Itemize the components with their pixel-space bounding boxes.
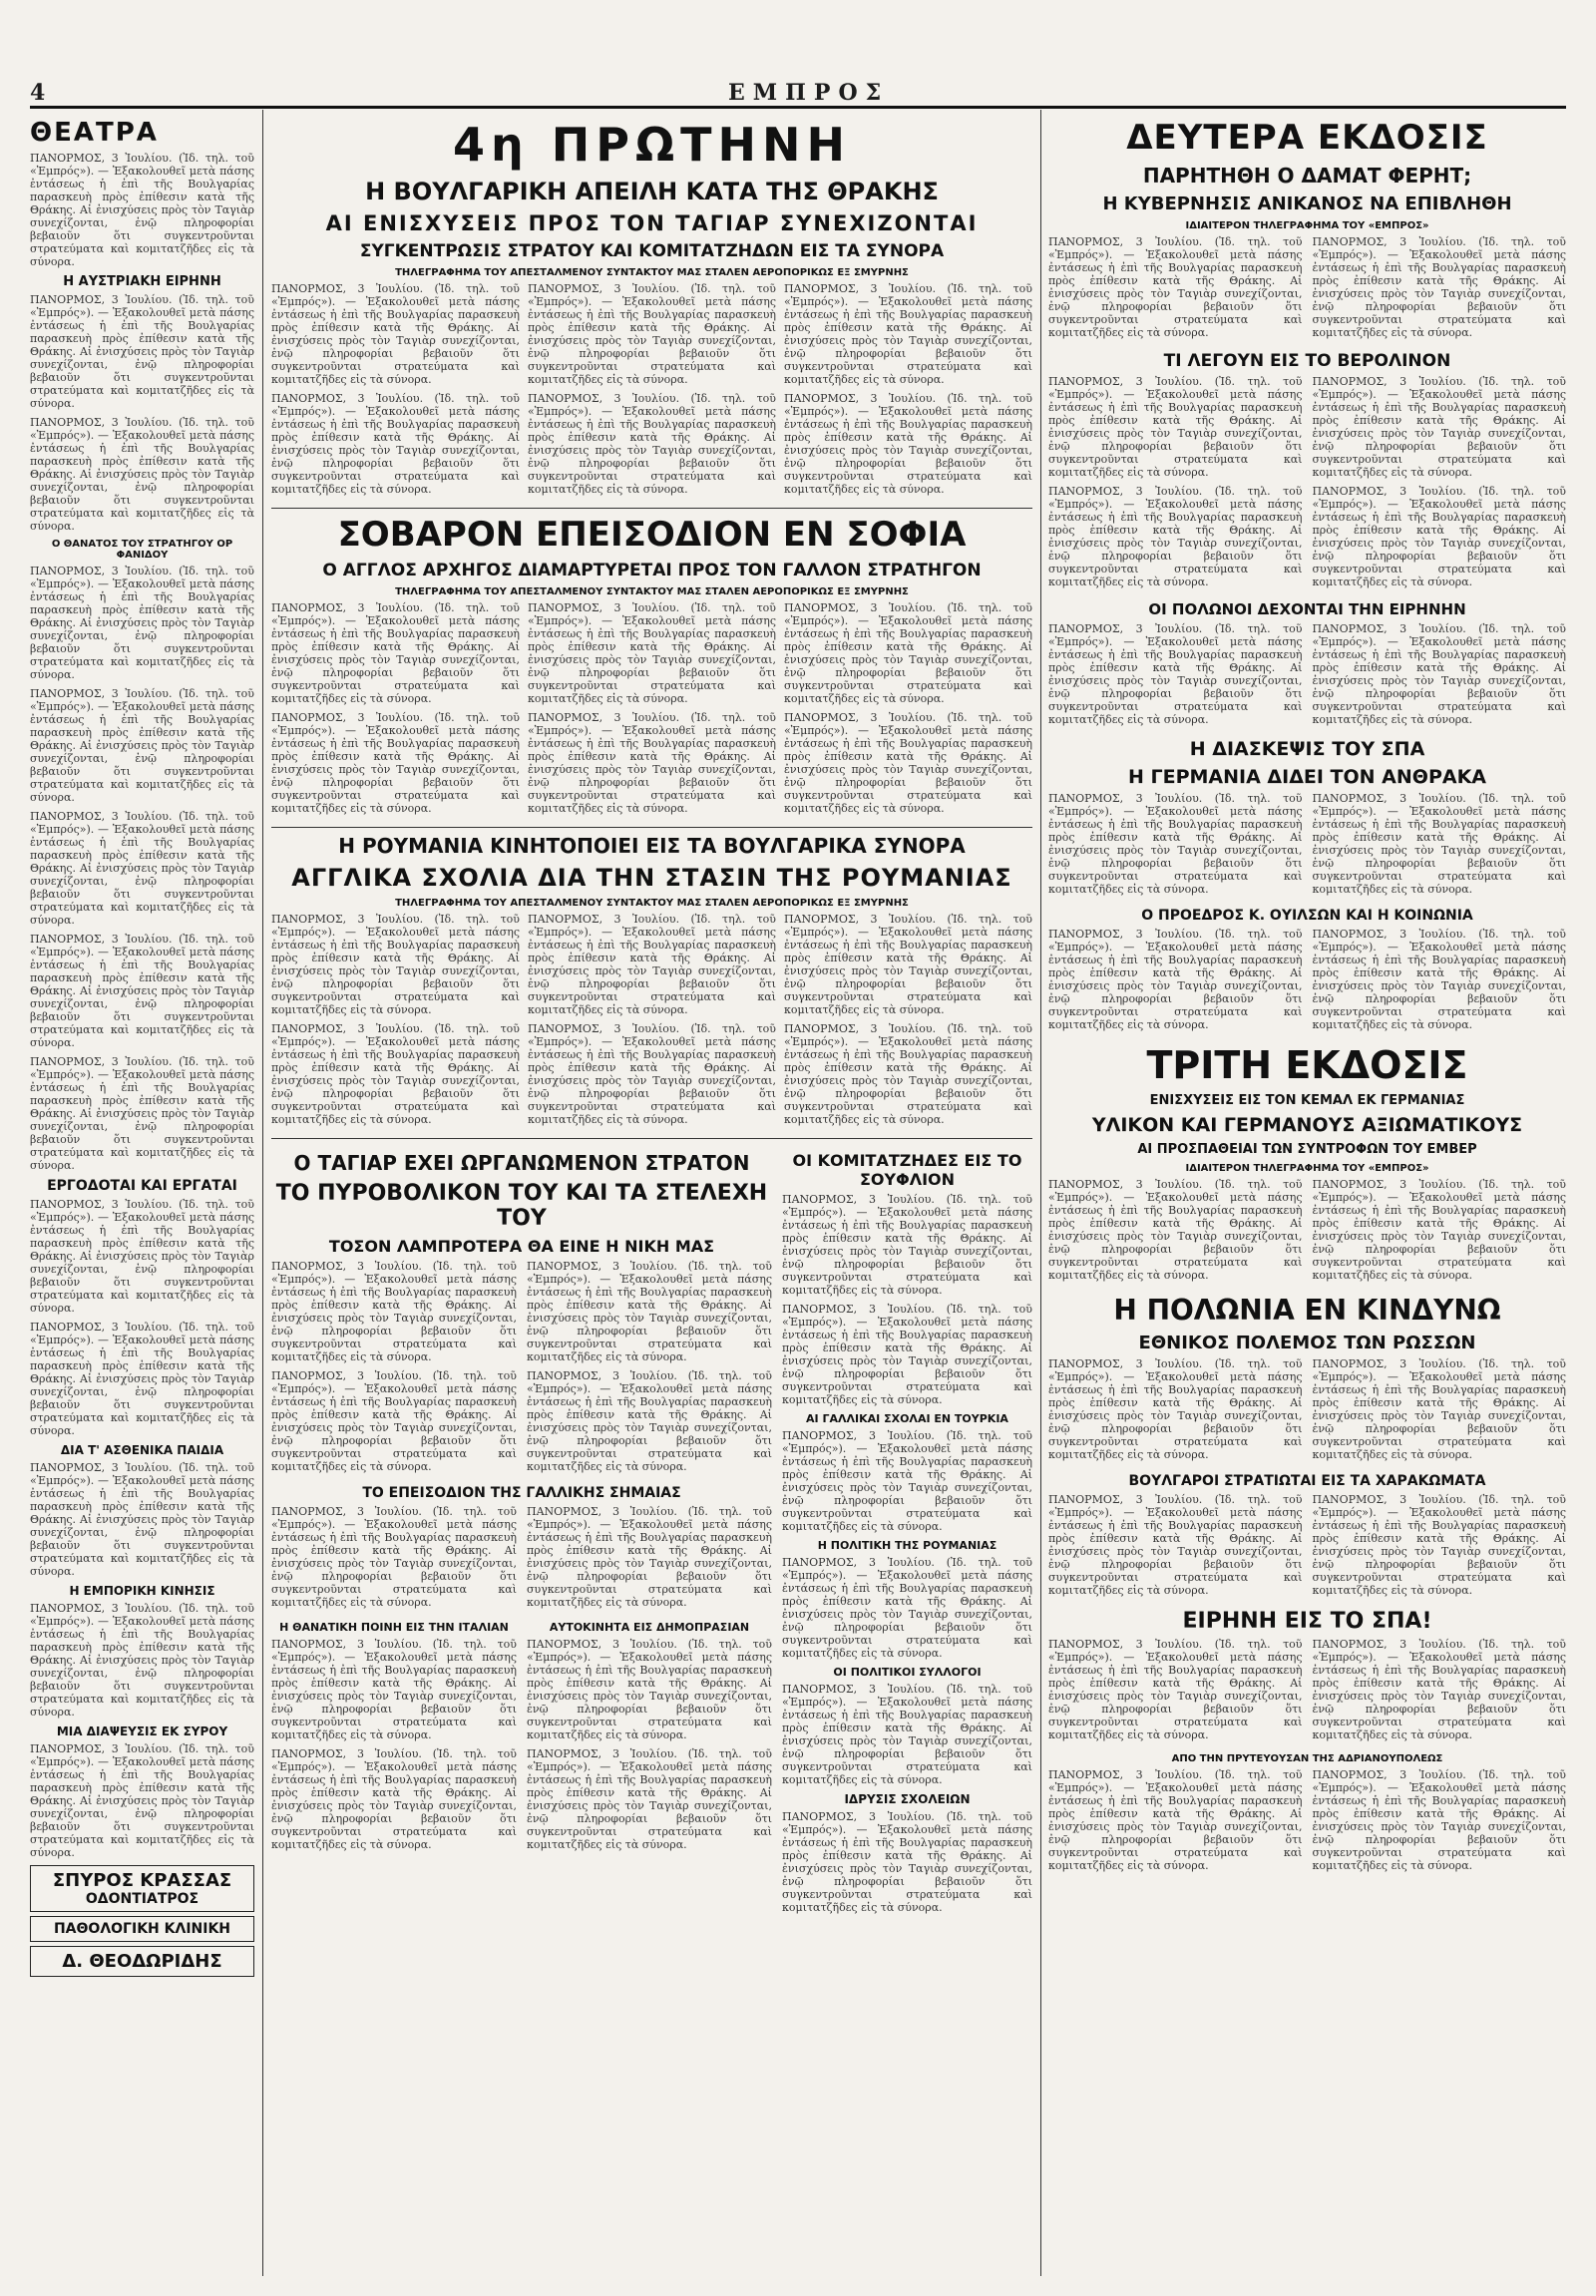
article-body: ΠΑΝΟΡΜΟΣ, 3 Ἰουλίου. (Ἰδ. τηλ. τοῦ «Ἐμπρός»). — Ἐξακολουθεῖ μετὰ πάσης ἐντάσεως ἡ ἐπὶ τῆς Βουλγαρίας παρασκευὴ πρὸς ἐπίθεσιν κατὰ τῆς Θράκης. Αἱ ἐνισχύσεις πρὸς τὸν Ταγιὰρ συνεχίζονται, ἐνῷ πληροφορίαι βεβαιοῦν ὅτι συγκεντροῦνται στρατεύματα καὶ κομιτατζῆδες εἰς τὰ σύνορα.	[1048, 792, 1303, 896]
article-body: ΠΑΝΟΡΜΟΣ, 3 Ἰουλίου. (Ἰδ. τηλ. τοῦ «Ἐμπρός»). — Ἐξακολουθεῖ μετὰ πάσης ἐντάσεως ἡ ἐπὶ τῆς Βουλγαρίας παρασκευὴ πρὸς ἐπίθεσιν κατὰ τῆς Θράκης. Αἱ ἐνισχύσεις πρὸς τὸν Ταγιὰρ συνεχίζονται, ἐνῷ πληροφορίαι βεβαιοῦν ὅτι συγκεντροῦνται στρατεύματα καὶ κομιτατζῆδες εἰς τὰ σύνορα.	[784, 1022, 1032, 1126]
article-body: ΠΑΝΟΡΜΟΣ, 3 Ἰουλίου. (Ἰδ. τηλ. τοῦ «Ἐμπρός»). — Ἐξακολουθεῖ μετὰ πάσης ἐντάσεως ἡ ἐπὶ τῆς Βουλγαρίας παρασκευὴ πρὸς ἐπίθεσιν κατὰ τῆς Θράκης. Αἱ ἐνισχύσεις πρὸς τὸν Ταγιὰρ συνεχίζονται, ἐνῷ πληροφορίαι βεβαιοῦν ὅτι συγκεντροῦνται στρατεύματα καὶ κομιτατζῆδες εἰς τὰ σύνορα.	[271, 1260, 517, 1363]
article-body: ΠΑΝΟΡΜΟΣ, 3 Ἰουλίου. (Ἰδ. τηλ. τοῦ «Ἐμπρός»). — Ἐξακολουθεῖ μετὰ πάσης ἐντάσεως ἡ ἐπὶ τῆς Βουλγαρίας παρασκευὴ πρὸς ἐπίθεσιν κατὰ τῆς Θράκης. Αἱ ἐνισχύσεις πρὸς τὸν Ταγιὰρ συνεχίζονται, ἐνῷ πληροφορίαι βεβαιοῦν ὅτι συγκεντροῦνται στρατεύματα καὶ κομιτατζῆδες εἰς τὰ σύνορα.	[30, 565, 254, 681]
article-body: ΠΑΝΟΡΜΟΣ, 3 Ἰουλίου. (Ἰδ. τηλ. τοῦ «Ἐμπρός»). — Ἐξακολουθεῖ μετὰ πάσης ἐντάσεως ἡ ἐπὶ τῆς Βουλγαρίας παρασκευὴ πρὸς ἐπίθεσιν κατὰ τῆς Θράκης. Αἱ ἐνισχύσεις πρὸς τὸν Ταγιὰρ συνεχίζονται, ἐνῷ πληροφορίαι βεβαιοῦν ὅτι συγκεντροῦνται στρατεύματα καὶ κομιτατζῆδες εἰς τὰ σύνορα.	[1048, 1768, 1303, 1872]
subheadline: ΣΥΓΚΕΝΤΡΩΣΙΣ ΣΤΡΑΤΟΥ ΚΑΙ ΚΟΜΙΤΑΤΖΗΔΩΝ ΕΙΣ ΤΑ ΣΥΝΟΡΑ	[359, 241, 945, 261]
article-columns	[271, 601, 1032, 821]
column-divider	[1040, 110, 1041, 2276]
article-body: ΠΑΝΟΡΜΟΣ, 3 Ἰουλίου. (Ἰδ. τηλ. τοῦ «Ἐμπρός»). — Ἐξακολουθεῖ μετὰ πάσης ἐντάσεως ἡ ἐπὶ τῆς Βουλγαρίας παρασκευὴ πρὸς ἐπίθεσιν κατὰ τῆς Θράκης. Αἱ ἐνισχύσεις πρὸς τὸν Ταγιὰρ συνεχίζονται, ἐνῷ πληροφορίαι βεβαιοῦν ὅτι συγκεντροῦνται στρατεύματα καὶ κομιτατζῆδες εἰς τὰ σύνορα.	[1048, 375, 1303, 479]
article-body: ΠΑΝΟΡΜΟΣ, 3 Ἰουλίου. (Ἰδ. τηλ. τοῦ «Ἐμπρός»). — Ἐξακολουθεῖ μετὰ πάσης ἐντάσεως ἡ ἐπὶ τῆς Βουλγαρίας παρασκευὴ πρὸς ἐπίθεσιν κατὰ τῆς Θράκης. Αἱ ἐνισχύσεις πρὸς τὸν Ταγιὰρ συνεχίζονται, ἐνῷ πληροφορίαι βεβαιοῦν ὅτι συγκεντροῦνται στρατεύματα καὶ κομιτατζῆδες εἰς τὰ σύνορα.	[30, 1055, 254, 1172]
edition-heading: ΔΕΥΤΕΡΑ ΕΚΔΟΣΙΣ	[1126, 118, 1488, 158]
edition-heading: ΤΡΙΤΗ ΕΚΔΟΣΙΣ	[1146, 1043, 1468, 1087]
headline: ΕΝΙΣΧΥΣΕΙΣ ΕΙΣ ΤΟΝ ΚΕΜΑΛ ΕΚ ΓΕΡΜΑΝΙΑΣ	[1149, 1093, 1465, 1108]
article-body: ΠΑΝΟΡΜΟΣ, 3 Ἰουλίου. (Ἰδ. τηλ. τοῦ «Ἐμπρός»). — Ἐξακολουθεῖ μετὰ πάσης ἐντάσεως ἡ ἐπὶ τῆς Βουλγαρίας παρασκευὴ πρὸς ἐπίθεσιν κατὰ τῆς Θράκης. Αἱ ἐνισχύσεις πρὸς τὸν Ταγιὰρ συνεχίζονται, ἐνῷ πληροφορίαι βεβαιοῦν ὅτι συγκεντροῦνται στρατεύματα καὶ κομιτατζῆδες εἰς τὰ σύνορα.	[1048, 1357, 1303, 1461]
article-body: ΠΑΝΟΡΜΟΣ, 3 Ἰουλίου. (Ἰδ. τηλ. τοῦ «Ἐμπρός»). — Ἐξακολουθεῖ μετὰ πάσης ἐντάσεως ἡ ἐπὶ τῆς Βουλγαρίας παρασκευὴ πρὸς ἐπίθεσιν κατὰ τῆς Θράκης. Αἱ ἐνισχύσεις πρὸς τὸν Ταγιὰρ συνεχίζονται, ἐνῷ πληροφορίαι βεβαιοῦν ὅτι συγκεντροῦνται στρατεύματα καὶ κομιτατζῆδες εἰς τὰ σύνορα.	[1312, 1493, 1566, 1597]
article-body: ΠΑΝΟΡΜΟΣ, 3 Ἰουλίου. (Ἰδ. τηλ. τοῦ «Ἐμπρός»). — Ἐξακολουθεῖ μετὰ πάσης ἐντάσεως ἡ ἐπὶ τῆς Βουλγαρίας παρασκευὴ πρὸς ἐπίθεσιν κατὰ τῆς Θράκης. Αἱ ἐνισχύσεις πρὸς τὸν Ταγιὰρ συνεχίζονται, ἐνῷ πληροφορίαι βεβαιοῦν ὅτι συγκεντροῦνται στρατεύματα καὶ κομιτατζῆδες εἰς τὰ σύνορα.	[784, 392, 1032, 496]
article-body: ΠΑΝΟΡΜΟΣ, 3 Ἰουλίου. (Ἰδ. τηλ. τοῦ «Ἐμπρός»). — Ἐξακολουθεῖ μετὰ πάσης ἐντάσεως ἡ ἐπὶ τῆς Βουλγαρίας παρασκευὴ πρὸς ἐπίθεσιν κατὰ τῆς Θράκης. Αἱ ἐνισχύσεις πρὸς τὸν Ταγιὰρ συνεχίζονται, ἐνῷ πληροφορίαι βεβαιοῦν ὅτι συγκεντροῦνται στρατεύματα καὶ κομιτατζῆδες εἰς τὰ σύνορα.	[1312, 928, 1566, 1031]
headline: Ο ΤΑΓΙΑΡ ΕΧΕΙ ΩΡΓΑΝΩΜΕΝΟΝ ΣΤΡΑΤΟΝ	[293, 1151, 750, 1175]
column-divider	[262, 110, 263, 2276]
ad-title: Δ. ΘΕΟΔΩΡΙΔΗΣ	[62, 1951, 222, 1972]
section-heading: ΤΟ ΕΠΕΙΣΟΔΙΟΝ ΤΗΣ ΓΑΛΛΙΚΗΣ ΣΗΜΑΙΑΣ	[362, 1485, 681, 1501]
advertisement	[30, 1916, 254, 1942]
headline: ΕΙΡΗΝΗ ΕΙΣ ΤΟ ΣΠΑ!	[1182, 1609, 1432, 1634]
subheadline: ΕΘΝΙΚΟΣ ΠΟΛΕΜΟΣ ΤΩΝ ΡΩΣΣΩΝ	[1138, 1333, 1476, 1353]
article-body: ΠΑΝΟΡΜΟΣ, 3 Ἰουλίου. (Ἰδ. τηλ. τοῦ «Ἐμπρός»). — Ἐξακολουθεῖ μετὰ πάσης ἐντάσεως ἡ ἐπὶ τῆς Βουλγαρίας παρασκευὴ πρὸς ἐπίθεσιν κατὰ τῆς Θράκης. Αἱ ἐνισχύσεις πρὸς τὸν Ταγιὰρ συνεχίζονται, ἐνῷ πληροφορίαι βεβαιοῦν ὅτι συγκεντροῦνται στρατεύματα καὶ κομιτατζῆδες εἰς τὰ σύνορα.	[528, 601, 776, 705]
ad-title: ΠΑΘΟΛΟΓΙΚΗ ΚΛΙΝΙΚΗ	[53, 1921, 231, 1937]
article-body: ΠΑΝΟΡΜΟΣ, 3 Ἰουλίου. (Ἰδ. τηλ. τοῦ «Ἐμπρός»). — Ἐξακολουθεῖ μετὰ πάσης ἐντάσεως ἡ ἐπὶ τῆς Βουλγαρίας παρασκευὴ πρὸς ἐπίθεσιν κατὰ τῆς Θράκης. Αἱ ἐνισχύσεις πρὸς τὸν Ταγιὰρ συνεχίζονται, ἐνῷ πληροφορίαι βεβαιοῦν ὅτι συγκεντροῦνται στρατεύματα καὶ κομιτατζῆδες εἰς τὰ σύνορα.	[271, 1747, 517, 1851]
article-body: ΠΑΝΟΡΜΟΣ, 3 Ἰουλίου. (Ἰδ. τηλ. τοῦ «Ἐμπρός»). — Ἐξακολουθεῖ μετὰ πάσης ἐντάσεως ἡ ἐπὶ τῆς Βουλγαρίας παρασκευὴ πρὸς ἐπίθεσιν κατὰ τῆς Θράκης. Αἱ ἐνισχύσεις πρὸς τὸν Ταγιὰρ συνεχίζονται, ἐνῷ πληροφορίαι βεβαιοῦν ὅτι συγκεντροῦνται στρατεύματα καὶ κομιτατζῆδες εἰς τὰ σύνορα.	[528, 282, 776, 386]
headline: Η ΡΟΥΜΑΝΙΑ ΚΙΝΗΤΟΠΟΙΕΙ ΕΙΣ ΤΑ ΒΟΥΛΓΑΡΙΚΑ ΣΥΝΟΡΑ	[338, 834, 966, 858]
article-body: ΠΑΝΟΡΜΟΣ, 3 Ἰουλίου. (Ἰδ. τηλ. τοῦ «Ἐμπρός»). — Ἐξακολουθεῖ μετὰ πάσης ἐντάσεως ἡ ἐπὶ τῆς Βουλγαρίας παρασκευὴ πρὸς ἐπίθεσιν κατὰ τῆς Θράκης. Αἱ ἐνισχύσεις πρὸς τὸν Ταγιὰρ συνεχίζονται, ἐνῷ πληροφορίαι βεβαιοῦν ὅτι συγκεντροῦνται στρατεύματα καὶ κομιτατζῆδες εἰς τὰ σύνορα.	[782, 1683, 1032, 1786]
article-body: ΠΑΝΟΡΜΟΣ, 3 Ἰουλίου. (Ἰδ. τηλ. τοῦ «Ἐμπρός»). — Ἐξακολουθεῖ μετὰ πάσης ἐντάσεως ἡ ἐπὶ τῆς Βουλγαρίας παρασκευὴ πρὸς ἐπίθεσιν κατὰ τῆς Θράκης. Αἱ ἐνισχύσεις πρὸς τὸν Ταγιὰρ συνεχίζονται, ἐνῷ πληροφορίαι βεβαιοῦν ὅτι συγκεντροῦνται στρατεύματα καὶ κομιτατζῆδες εἰς τὰ σύνορα.	[30, 152, 254, 268]
section-heading: Η ΠΟΛΙΤΙΚΗ ΤΗΣ ΡΟΥΜΑΝΙΑΣ	[817, 1539, 998, 1552]
subheadline: ΑΓΓΛΙΚΑ ΣΧΟΛΙΑ ΔΙΑ ΤΗΝ ΣΤΑΣΙΝ ΤΗΣ ΡΟΥΜΑΝΙΑΣ	[291, 864, 1012, 892]
article-body: ΠΑΝΟΡΜΟΣ, 3 Ἰουλίου. (Ἰδ. τηλ. τοῦ «Ἐμπρός»). — Ἐξακολουθεῖ μετὰ πάσης ἐντάσεως ἡ ἐπὶ τῆς Βουλγαρίας παρασκευὴ πρὸς ἐπίθεσιν κατὰ τῆς Θράκης. Αἱ ἐνισχύσεις πρὸς τὸν Ταγιὰρ συνεχίζονται, ἐνῷ πληροφορίαι βεβαιοῦν ὅτι συγκεντροῦνται στρατεύματα καὶ κομιτατζῆδες εἰς τὰ σύνορα.	[1048, 1493, 1303, 1597]
section-heading: ΔΙΑ Τ' ΑΣΘΕΝΙΚΑ ΠΑΙΔΙΑ	[60, 1443, 224, 1457]
section-heading: Η ΘΑΝΑΤΙΚΗ ΠΟΙΝΗ ΕΙΣ ΤΗΝ ΙΤΑΛΙΑΝ	[279, 1621, 509, 1634]
section-heading: ΑΥΤΟΚΙΝΗΤΑ ΕΙΣ ΔΗΜΟΠΡΑΣΙΑΝ	[549, 1621, 750, 1634]
article-body: ΠΑΝΟΡΜΟΣ, 3 Ἰουλίου. (Ἰδ. τηλ. τοῦ «Ἐμπρός»). — Ἐξακολουθεῖ μετὰ πάσης ἐντάσεως ἡ ἐπὶ τῆς Βουλγαρίας παρασκευὴ πρὸς ἐπίθεσιν κατὰ τῆς Θράκης. Αἱ ἐνισχύσεις πρὸς τὸν Ταγιὰρ συνεχίζονται, ἐνῷ πληροφορίαι βεβαιοῦν ὅτι συγκεντροῦνται στρατεύματα καὶ κομιτατζῆδες εἰς τὰ σύνορα.	[784, 282, 1032, 386]
advertisement	[30, 1946, 254, 1977]
article-body: ΠΑΝΟΡΜΟΣ, 3 Ἰουλίου. (Ἰδ. τηλ. τοῦ «Ἐμπρός»). — Ἐξακολουθεῖ μετὰ πάσης ἐντάσεως ἡ ἐπὶ τῆς Βουλγαρίας παρασκευὴ πρὸς ἐπίθεσιν κατὰ τῆς Θράκης. Αἱ ἐνισχύσεις πρὸς τὸν Ταγιὰρ συνεχίζονται, ἐνῷ πληροφορίαι βεβαιοῦν ὅτι συγκεντροῦνται στρατεύματα καὶ κομιτατζῆδες εἰς τὰ σύνορα.	[271, 601, 520, 705]
article-body: ΠΑΝΟΡΜΟΣ, 3 Ἰουλίου. (Ἰδ. τηλ. τοῦ «Ἐμπρός»). — Ἐξακολουθεῖ μετὰ πάσης ἐντάσεως ἡ ἐπὶ τῆς Βουλγαρίας παρασκευὴ πρὸς ἐπίθεσιν κατὰ τῆς Θράκης. Αἱ ἐνισχύσεις πρὸς τὸν Ταγιὰρ συνεχίζονται, ἐνῷ πληροφορίαι βεβαιοῦν ὅτι συγκεντροῦνται στρατεύματα καὶ κομιτατζῆδες εἰς τὰ σύνορα.	[1312, 1638, 1566, 1741]
article-body: ΠΑΝΟΡΜΟΣ, 3 Ἰουλίου. (Ἰδ. τηλ. τοῦ «Ἐμπρός»). — Ἐξακολουθεῖ μετὰ πάσης ἐντάσεως ἡ ἐπὶ τῆς Βουλγαρίας παρασκευὴ πρὸς ἐπίθεσιν κατὰ τῆς Θράκης. Αἱ ἐνισχύσεις πρὸς τὸν Ταγιὰρ συνεχίζονται, ἐνῷ πληροφορίαι βεβαιοῦν ὅτι συγκεντροῦνται στρατεύματα καὶ κομιτατζῆδες εἰς τὰ σύνορα.	[1312, 1357, 1566, 1461]
article-body: ΠΑΝΟΡΜΟΣ, 3 Ἰουλίου. (Ἰδ. τηλ. τοῦ «Ἐμπρός»). — Ἐξακολουθεῖ μετὰ πάσης ἐντάσεως ἡ ἐπὶ τῆς Βουλγαρίας παρασκευὴ πρὸς ἐπίθεσιν κατὰ τῆς Θράκης. Αἱ ἐνισχύσεις πρὸς τὸν Ταγιὰρ συνεχίζονται, ἐνῷ πληροφορίαι βεβαιοῦν ὅτι συγκεντροῦνται στρατεύματα καὶ κομιτατζῆδες εἰς τὰ σύνορα.	[782, 1193, 1032, 1297]
divider	[271, 827, 1032, 828]
article-body: ΠΑΝΟΡΜΟΣ, 3 Ἰουλίου. (Ἰδ. τηλ. τοῦ «Ἐμπρός»). — Ἐξακολουθεῖ μετὰ πάσης ἐντάσεως ἡ ἐπὶ τῆς Βουλγαρίας παρασκευὴ πρὸς ἐπίθεσιν κατὰ τῆς Θράκης. Αἱ ἐνισχύσεις πρὸς τὸν Ταγιὰρ συνεχίζονται, ἐνῷ πληροφορίαι βεβαιοῦν ὅτι συγκεντροῦνται στρατεύματα καὶ κομιτατζῆδες εἰς τὰ σύνορα.	[527, 1260, 772, 1363]
masthead	[30, 80, 1566, 109]
newspaper-name: ΕΜΠΡΟΣ	[728, 80, 890, 106]
ad-subtitle: ΟΔΟΝΤΙΑΤΡΟΣ	[85, 1891, 200, 1907]
headline: ΤΙ ΛΕΓΟΥΝ ΕΙΣ ΤΟ ΒΕΡΟΛΙΝΟΝ	[1163, 351, 1451, 371]
article-body: ΠΑΝΟΡΜΟΣ, 3 Ἰουλίου. (Ἰδ. τηλ. τοῦ «Ἐμπρός»). — Ἐξακολουθεῖ μετὰ πάσης ἐντάσεως ἡ ἐπὶ τῆς Βουλγαρίας παρασκευὴ πρὸς ἐπίθεσιν κατὰ τῆς Θράκης. Αἱ ἐνισχύσεις πρὸς τὸν Ταγιὰρ συνεχίζονται, ἐνῷ πληροφορίαι βεβαιοῦν ὅτι συγκεντροῦνται στρατεύματα καὶ κομιτατζῆδες εἰς τὰ σύνορα.	[271, 711, 520, 815]
article-body: ΠΑΝΟΡΜΟΣ, 3 Ἰουλίου. (Ἰδ. τηλ. τοῦ «Ἐμπρός»). — Ἐξακολουθεῖ μετὰ πάσης ἐντάσεως ἡ ἐπὶ τῆς Βουλγαρίας παρασκευὴ πρὸς ἐπίθεσιν κατὰ τῆς Θράκης. Αἱ ἐνισχύσεις πρὸς τὸν Ταγιὰρ συνεχίζονται, ἐνῷ πληροφορίαι βεβαιοῦν ὅτι συγκεντροῦνται στρατεύματα καὶ κομιτατζῆδες εἰς τὰ σύνορα.	[1312, 485, 1566, 588]
article-body: ΠΑΝΟΡΜΟΣ, 3 Ἰουλίου. (Ἰδ. τηλ. τοῦ «Ἐμπρός»). — Ἐξακολουθεῖ μετὰ πάσης ἐντάσεως ἡ ἐπὶ τῆς Βουλγαρίας παρασκευὴ πρὸς ἐπίθεσιν κατὰ τῆς Θράκης. Αἱ ἐνισχύσεις πρὸς τὸν Ταγιὰρ συνεχίζονται, ἐνῷ πληροφορίαι βεβαιοῦν ὅτι συγκεντροῦνται στρατεύματα καὶ κομιτατζῆδες εἰς τὰ σύνορα.	[1048, 928, 1303, 1031]
article-body: ΠΑΝΟΡΜΟΣ, 3 Ἰουλίου. (Ἰδ. τηλ. τοῦ «Ἐμπρός»). — Ἐξακολουθεῖ μετὰ πάσης ἐντάσεως ἡ ἐπὶ τῆς Βουλγαρίας παρασκευὴ πρὸς ἐπίθεσιν κατὰ τῆς Θράκης. Αἱ ἐνισχύσεις πρὸς τὸν Ταγιὰρ συνεχίζονται, ἐνῷ πληροφορίαι βεβαιοῦν ὅτι συγκεντροῦνται στρατεύματα καὶ κομιτατζῆδες εἰς τὰ σύνορα.	[30, 1742, 254, 1859]
edition-heading: 4η ΠΡΩΤΗΝΗ	[453, 118, 851, 172]
headline: Η ΔΙΑΣΚΕΨΙΣ ΤΟΥ ΣΠΑ	[1189, 738, 1425, 760]
subheadline: ΥΛΙΚΟΝ ΚΑΙ ΓΕΡΜΑΝΟΥΣ ΑΞΙΩΜΑΤΙΚΟΥΣ	[1091, 1114, 1523, 1136]
left-column	[30, 112, 254, 2276]
subheadline: Η ΚΥΒΕΡΝΗΣΙΣ ΑΝΙΚΑΝΟΣ ΝΑ ΕΠΙΒΛΗΘΗ	[1102, 193, 1512, 214]
article-body: ΠΑΝΟΡΜΟΣ, 3 Ἰουλίου. (Ἰδ. τηλ. τοῦ «Ἐμπρός»). — Ἐξακολουθεῖ μετὰ πάσης ἐντάσεως ἡ ἐπὶ τῆς Βουλγαρίας παρασκευὴ πρὸς ἐπίθεσιν κατὰ τῆς Θράκης. Αἱ ἐνισχύσεις πρὸς τὸν Ταγιὰρ συνεχίζονται, ἐνῷ πληροφορίαι βεβαιοῦν ὅτι συγκεντροῦνται στρατεύματα καὶ κομιτατζῆδες εἰς τὰ σύνορα.	[1048, 1638, 1303, 1741]
subheadline: ΤΟΣΟΝ ΛΑΜΠΡΟΤΕΡΑ ΘΑ ΕΙΝΕ Η ΝΙΚΗ ΜΑΣ	[328, 1237, 715, 1256]
article-body: ΠΑΝΟΡΜΟΣ, 3 Ἰουλίου. (Ἰδ. τηλ. τοῦ «Ἐμπρός»). — Ἐξακολουθεῖ μετὰ πάσης ἐντάσεως ἡ ἐπὶ τῆς Βουλγαρίας παρασκευὴ πρὸς ἐπίθεσιν κατὰ τῆς Θράκης. Αἱ ἐνισχύσεις πρὸς τὸν Ταγιὰρ συνεχίζονται, ἐνῷ πληροφορίαι βεβαιοῦν ὅτι συγκεντροῦνται στρατεύματα καὶ κομιτατζῆδες εἰς τὰ σύνορα.	[271, 1022, 520, 1126]
byline: ΙΔΙΑΙΤΕΡΟΝ ΤΗΛΕΓΡΑΦΗΜΑ ΤΟΥ «ΕΜΠΡΟΣ»	[1185, 1163, 1429, 1174]
article-body: ΠΑΝΟΡΜΟΣ, 3 Ἰουλίου. (Ἰδ. τηλ. τοῦ «Ἐμπρός»). — Ἐξακολουθεῖ μετὰ πάσης ἐντάσεως ἡ ἐπὶ τῆς Βουλγαρίας παρασκευὴ πρὸς ἐπίθεσιν κατὰ τῆς Θράκης. Αἱ ἐνισχύσεις πρὸς τὸν Ταγιὰρ συνεχίζονται, ἐνῷ πληροφορίαι βεβαιοῦν ὅτι συγκεντροῦνται στρατεύματα καὶ κομιτατζῆδες εἰς τὰ σύνορα.	[527, 1369, 772, 1473]
section-heading: ΑΠΟ ΤΗΝ ΠΡΥΤΕΥΟΥΣΑΝ ΤΗΣ ΑΔΡΙΑΝΟΥΠΟΛΕΩΣ	[1171, 1753, 1443, 1764]
headline: Η ΒΟΥΛΓΑΡΙΚΗ ΑΠΕΙΛΗ ΚΑΤΑ ΤΗΣ ΘΡΑΚΗΣ	[365, 178, 939, 205]
section-heading: ΜΙΑ ΔΙΑΨΕΥΣΙΣ ΕΚ ΣΥΡΟΥ	[56, 1724, 228, 1738]
article-body: ΠΑΝΟΡΜΟΣ, 3 Ἰουλίου. (Ἰδ. τηλ. τοῦ «Ἐμπρός»). — Ἐξακολουθεῖ μετὰ πάσης ἐντάσεως ἡ ἐπὶ τῆς Βουλγαρίας παρασκευὴ πρὸς ἐπίθεσιν κατὰ τῆς Θράκης. Αἱ ἐνισχύσεις πρὸς τὸν Ταγιὰρ συνεχίζονται, ἐνῷ πληροφορίαι βεβαιοῦν ὅτι συγκεντροῦνται στρατεύματα καὶ κομιτατζῆδες εἰς τὰ σύνορα.	[528, 392, 776, 496]
subheadline: Η ΓΕΡΜΑΝΙΑ ΔΙΔΕΙ ΤΟΝ ΑΝΘΡΑΚΑ	[1127, 766, 1486, 788]
section-heading: Η ΕΜΠΟΡΙΚΗ ΚΙΝΗΣΙΣ	[69, 1584, 215, 1598]
section-heading: Ο ΘΑΝΑΤΟΣ ΤΟΥ ΣΤΡΑΤΗΓΟΥ ΟΡ ΦΑΝΙΔΟΥ	[51, 539, 233, 561]
subheadline: ΤΟ ΠΥΡΟΒΟΛΙΚΟΝ ΤΟΥ ΚΑΙ ΤΑ ΣΤΕΛΕΧΗ ΤΟΥ	[275, 1181, 768, 1231]
page-number: 4	[30, 80, 46, 106]
subheadline: ΑΙ ΠΡΟΣΠΑΘΕΙΑΙ ΤΩΝ ΣΥΝΤΡΟΦΩΝ ΤΟΥ ΕΜΒΕΡ	[1137, 1142, 1477, 1157]
article-body: ΠΑΝΟΡΜΟΣ, 3 Ἰουλίου. (Ἰδ. τηλ. τοῦ «Ἐμπρός»). — Ἐξακολουθεῖ μετὰ πάσης ἐντάσεως ἡ ἐπὶ τῆς Βουλγαρίας παρασκευὴ πρὸς ἐπίθεσιν κατὰ τῆς Θράκης. Αἱ ἐνισχύσεις πρὸς τὸν Ταγιὰρ συνεχίζονται, ἐνῷ πληροφορίαι βεβαιοῦν ὅτι συγκεντροῦνται στρατεύματα καὶ κομιτατζῆδες εἰς τὰ σύνορα.	[527, 1638, 772, 1741]
article-body: ΠΑΝΟΡΜΟΣ, 3 Ἰουλίου. (Ἰδ. τηλ. τοῦ «Ἐμπρός»). — Ἐξακολουθεῖ μετὰ πάσης ἐντάσεως ἡ ἐπὶ τῆς Βουλγαρίας παρασκευὴ πρὸς ἐπίθεσιν κατὰ τῆς Θράκης. Αἱ ἐνισχύσεις πρὸς τὸν Ταγιὰρ συνεχίζονται, ἐνῷ πληροφορίαι βεβαιοῦν ὅτι συγκεντροῦνται στρατεύματα καὶ κομιτατζῆδες εἰς τὰ σύνορα.	[30, 810, 254, 927]
article-body: ΠΑΝΟΡΜΟΣ, 3 Ἰουλίου. (Ἰδ. τηλ. τοῦ «Ἐμπρός»). — Ἐξακολουθεῖ μετὰ πάσης ἐντάσεως ἡ ἐπὶ τῆς Βουλγαρίας παρασκευὴ πρὸς ἐπίθεσιν κατὰ τῆς Θράκης. Αἱ ἐνισχύσεις πρὸς τὸν Ταγιὰρ συνεχίζονται, ἐνῷ πληροφορίαι βεβαιοῦν ὅτι συγκεντροῦνται στρατεύματα καὶ κομιτατζῆδες εἰς τὰ σύνορα.	[30, 933, 254, 1049]
article-body: ΠΑΝΟΡΜΟΣ, 3 Ἰουλίου. (Ἰδ. τηλ. τοῦ «Ἐμπρός»). — Ἐξακολουθεῖ μετὰ πάσης ἐντάσεως ἡ ἐπὶ τῆς Βουλγαρίας παρασκευὴ πρὸς ἐπίθεσιν κατὰ τῆς Θράκης. Αἱ ἐνισχύσεις πρὸς τὸν Ταγιὰρ συνεχίζονται, ἐνῷ πληροφορίαι βεβαιοῦν ὅτι συγκεντροῦνται στρατεύματα καὶ κομιτατζῆδες εἰς τὰ σύνορα.	[1312, 792, 1566, 896]
advertisement	[30, 1865, 254, 1912]
section-heading: ΟΙ ΠΟΛΙΤΙΚΟΙ ΣΥΛΛΟΓΟΙ	[833, 1666, 982, 1679]
headline: Ο ΠΡΟΕΔΡΟΣ Κ. ΟΥΙΛΣΩΝ ΚΑΙ Η ΚΟΙΝΩΝΙΑ	[1141, 908, 1473, 924]
article-body: ΠΑΝΟΡΜΟΣ, 3 Ἰουλίου. (Ἰδ. τηλ. τοῦ «Ἐμπρός»). — Ἐξακολουθεῖ μετὰ πάσης ἐντάσεως ἡ ἐπὶ τῆς Βουλγαρίας παρασκευὴ πρὸς ἐπίθεσιν κατὰ τῆς Θράκης. Αἱ ἐνισχύσεις πρὸς τὸν Ταγιὰρ συνεχίζονται, ἐνῷ πληροφορίαι βεβαιοῦν ὅτι συγκεντροῦνται στρατεύματα καὶ κομιτατζῆδες εἰς τὰ σύνορα.	[30, 293, 254, 410]
subheadline: ΑΙ ΕΝΙΣΧΥΣΕΙΣ ΠΡΟΣ ΤΟΝ ΤΑΓΙΑΡ ΣΥΝΕΧΙΖΟΝΤΑΙ	[325, 211, 979, 235]
section-heading: ΙΔΡΥΣΙΣ ΣΧΟΛΕΙΩΝ	[844, 1792, 971, 1806]
article-body: ΠΑΝΟΡΜΟΣ, 3 Ἰουλίου. (Ἰδ. τηλ. τοῦ «Ἐμπρός»). — Ἐξακολουθεῖ μετὰ πάσης ἐντάσεως ἡ ἐπὶ τῆς Βουλγαρίας παρασκευὴ πρὸς ἐπίθεσιν κατὰ τῆς Θράκης. Αἱ ἐνισχύσεις πρὸς τὸν Ταγιὰρ συνεχίζονται, ἐνῷ πληροφορίαι βεβαιοῦν ὅτι συγκεντροῦνται στρατεύματα καὶ κομιτατζῆδες εἰς τὰ σύνορα.	[1312, 1768, 1566, 1872]
subheadline: Ο ΑΓΓΛΟΣ ΑΡΧΗΓΟΣ ΔΙΑΜΑΡΤΥΡΕΤΑΙ ΠΡΟΣ ΤΟΝ ΓΑΛΛΟΝ ΣΤΡΑΤΗΓΟΝ	[322, 561, 982, 580]
article-body: ΠΑΝΟΡΜΟΣ, 3 Ἰουλίου. (Ἰδ. τηλ. τοῦ «Ἐμπρός»). — Ἐξακολουθεῖ μετὰ πάσης ἐντάσεως ἡ ἐπὶ τῆς Βουλγαρίας παρασκευὴ πρὸς ἐπίθεσιν κατὰ τῆς Θράκης. Αἱ ἐνισχύσεις πρὸς τὸν Ταγιὰρ συνεχίζονται, ἐνῷ πληροφορίαι βεβαιοῦν ὅτι συγκεντροῦνται στρατεύματα καὶ κομιτατζῆδες εἰς τὰ σύνορα.	[784, 601, 1032, 705]
article-body: ΠΑΝΟΡΜΟΣ, 3 Ἰουλίου. (Ἰδ. τηλ. τοῦ «Ἐμπρός»). — Ἐξακολουθεῖ μετὰ πάσης ἐντάσεως ἡ ἐπὶ τῆς Βουλγαρίας παρασκευὴ πρὸς ἐπίθεσιν κατὰ τῆς Θράκης. Αἱ ἐνισχύσεις πρὸς τὸν Ταγιὰρ συνεχίζονται, ἐνῷ πληροφορίαι βεβαιοῦν ὅτι συγκεντροῦνται στρατεύματα καὶ κομιτατζῆδες εἰς τὰ σύνορα.	[30, 1602, 254, 1719]
article-body: ΠΑΝΟΡΜΟΣ, 3 Ἰουλίου. (Ἰδ. τηλ. τοῦ «Ἐμπρός»). — Ἐξακολουθεῖ μετὰ πάσης ἐντάσεως ἡ ἐπὶ τῆς Βουλγαρίας παρασκευὴ πρὸς ἐπίθεσιν κατὰ τῆς Θράκης. Αἱ ἐνισχύσεις πρὸς τὸν Ταγιὰρ συνεχίζονται, ἐνῷ πληροφορίαι βεβαιοῦν ὅτι συγκεντροῦνται στρατεύματα καὶ κομιτατζῆδες εἰς τὰ σύνορα.	[271, 1369, 517, 1473]
headline: ΟΙ ΠΟΛΩΝΟΙ ΔΕΧΟΝΤΑΙ ΤΗΝ ΕΙΡΗΝΗΝ	[1148, 600, 1466, 618]
divider	[271, 1138, 1032, 1139]
right-column	[1048, 112, 1566, 2276]
article-body: ΠΑΝΟΡΜΟΣ, 3 Ἰουλίου. (Ἰδ. τηλ. τοῦ «Ἐμπρός»). — Ἐξακολουθεῖ μετὰ πάσης ἐντάσεως ἡ ἐπὶ τῆς Βουλγαρίας παρασκευὴ πρὸς ἐπίθεσιν κατὰ τῆς Θράκης. Αἱ ἐνισχύσεις πρὸς τὸν Ταγιὰρ συνεχίζονται, ἐνῷ πληροφορίαι βεβαιοῦν ὅτι συγκεντροῦνται στρατεύματα καὶ κομιτατζῆδες εἰς τὰ σύνορα.	[30, 416, 254, 533]
article-body: ΠΑΝΟΡΜΟΣ, 3 Ἰουλίου. (Ἰδ. τηλ. τοῦ «Ἐμπρός»). — Ἐξακολουθεῖ μετὰ πάσης ἐντάσεως ἡ ἐπὶ τῆς Βουλγαρίας παρασκευὴ πρὸς ἐπίθεσιν κατὰ τῆς Θράκης. Αἱ ἐνισχύσεις πρὸς τὸν Ταγιὰρ συνεχίζονται, ἐνῷ πληροφορίαι βεβαιοῦν ὅτι συγκεντροῦνται στρατεύματα καὶ κομιτατζῆδες εἰς τὰ σύνορα.	[1048, 485, 1303, 588]
article-columns	[271, 282, 1032, 502]
article-body: ΠΑΝΟΡΜΟΣ, 3 Ἰουλίου. (Ἰδ. τηλ. τοῦ «Ἐμπρός»). — Ἐξακολουθεῖ μετὰ πάσης ἐντάσεως ἡ ἐπὶ τῆς Βουλγαρίας παρασκευὴ πρὸς ἐπίθεσιν κατὰ τῆς Θράκης. Αἱ ἐνισχύσεις πρὸς τὸν Ταγιὰρ συνεχίζονται, ἐνῷ πληροφορίαι βεβαιοῦν ὅτι συγκεντροῦνται στρατεύματα καὶ κομιτατζῆδες εἰς τὰ σύνορα.	[1048, 622, 1303, 726]
article-body: ΠΑΝΟΡΜΟΣ, 3 Ἰουλίου. (Ἰδ. τηλ. τοῦ «Ἐμπρός»). — Ἐξακολουθεῖ μετὰ πάσης ἐντάσεως ἡ ἐπὶ τῆς Βουλγαρίας παρασκευὴ πρὸς ἐπίθεσιν κατὰ τῆς Θράκης. Αἱ ἐνισχύσεις πρὸς τὸν Ταγιὰρ συνεχίζονται, ἐνῷ πληροφορίαι βεβαιοῦν ὅτι συγκεντροῦνται στρατεύματα καὶ κομιτατζῆδες εἰς τὰ σύνορα.	[1312, 375, 1566, 479]
headline: ΠΑΡΗΤΗΘΗ Ο ΔΑΜΑΤ ΦΕΡΗΤ;	[1142, 164, 1472, 188]
article-columns	[271, 1145, 1032, 1920]
article-body: ΠΑΝΟΡΜΟΣ, 3 Ἰουλίου. (Ἰδ. τηλ. τοῦ «Ἐμπρός»). — Ἐξακολουθεῖ μετὰ πάσης ἐντάσεως ἡ ἐπὶ τῆς Βουλγαρίας παρασκευὴ πρὸς ἐπίθεσιν κατὰ τῆς Θράκης. Αἱ ἐνισχύσεις πρὸς τὸν Ταγιὰρ συνεχίζονται, ἐνῷ πληροφορίαι βεβαιοῦν ὅτι συγκεντροῦνται στρατεύματα καὶ κομιτατζῆδες εἰς τὰ σύνορα.	[1048, 1178, 1303, 1282]
article-body: ΠΑΝΟΡΜΟΣ, 3 Ἰουλίου. (Ἰδ. τηλ. τοῦ «Ἐμπρός»). — Ἐξακολουθεῖ μετὰ πάσης ἐντάσεως ἡ ἐπὶ τῆς Βουλγαρίας παρασκευὴ πρὸς ἐπίθεσιν κατὰ τῆς Θράκης. Αἱ ἐνισχύσεις πρὸς τὸν Ταγιὰρ συνεχίζονται, ἐνῷ πληροφορίαι βεβαιοῦν ὅτι συγκεντροῦνται στρατεύματα καὶ κομιτατζῆδες εἰς τὰ σύνορα.	[782, 1429, 1032, 1533]
article-body: ΠΑΝΟΡΜΟΣ, 3 Ἰουλίου. (Ἰδ. τηλ. τοῦ «Ἐμπρός»). — Ἐξακολουθεῖ μετὰ πάσης ἐντάσεως ἡ ἐπὶ τῆς Βουλγαρίας παρασκευὴ πρὸς ἐπίθεσιν κατὰ τῆς Θράκης. Αἱ ἐνισχύσεις πρὸς τὸν Ταγιὰρ συνεχίζονται, ἐνῷ πληροφορίαι βεβαιοῦν ὅτι συγκεντροῦνται στρατεύματα καὶ κομιτατζῆδες εἰς τὰ σύνορα.	[528, 1022, 776, 1126]
section-heading: ΑΙ ΓΑΛΛΙΚΑΙ ΣΧΟΛΑΙ ΕΝ ΤΟΥΡΚΙΑ	[806, 1412, 1008, 1425]
article-body: ΠΑΝΟΡΜΟΣ, 3 Ἰουλίου. (Ἰδ. τηλ. τοῦ «Ἐμπρός»). — Ἐξακολουθεῖ μετὰ πάσης ἐντάσεως ἡ ἐπὶ τῆς Βουλγαρίας παρασκευὴ πρὸς ἐπίθεσιν κατὰ τῆς Θράκης. Αἱ ἐνισχύσεις πρὸς τὸν Ταγιὰρ συνεχίζονται, ἐνῷ πληροφορίαι βεβαιοῦν ὅτι συγκεντροῦνται στρατεύματα καὶ κομιτατζῆδες εἰς τὰ σύνορα.	[271, 913, 520, 1016]
article-body: ΠΑΝΟΡΜΟΣ, 3 Ἰουλίου. (Ἰδ. τηλ. τοῦ «Ἐμπρός»). — Ἐξακολουθεῖ μετὰ πάσης ἐντάσεως ἡ ἐπὶ τῆς Βουλγαρίας παρασκευὴ πρὸς ἐπίθεσιν κατὰ τῆς Θράκης. Αἱ ἐνισχύσεις πρὸς τὸν Ταγιὰρ συνεχίζονται, ἐνῷ πληροφορίαι βεβαιοῦν ὅτι συγκεντροῦνται στρατεύματα καὶ κομιτατζῆδες εἰς τὰ σύνορα.	[782, 1303, 1032, 1406]
article-body: ΠΑΝΟΡΜΟΣ, 3 Ἰουλίου. (Ἰδ. τηλ. τοῦ «Ἐμπρός»). — Ἐξακολουθεῖ μετὰ πάσης ἐντάσεως ἡ ἐπὶ τῆς Βουλγαρίας παρασκευὴ πρὸς ἐπίθεσιν κατὰ τῆς Θράκης. Αἱ ἐνισχύσεις πρὸς τὸν Ταγιὰρ συνεχίζονται, ἐνῷ πληροφορίαι βεβαιοῦν ὅτι συγκεντροῦνται στρατεύματα καὶ κομιτατζῆδες εἰς τὰ σύνορα.	[528, 711, 776, 815]
article-body: ΠΑΝΟΡΜΟΣ, 3 Ἰουλίου. (Ἰδ. τηλ. τοῦ «Ἐμπρός»). — Ἐξακολουθεῖ μετὰ πάσης ἐντάσεως ἡ ἐπὶ τῆς Βουλγαρίας παρασκευὴ πρὸς ἐπίθεσιν κατὰ τῆς Θράκης. Αἱ ἐνισχύσεις πρὸς τὸν Ταγιὰρ συνεχίζονται, ἐνῷ πληροφορίαι βεβαιοῦν ὅτι συγκεντροῦνται στρατεύματα καὶ κομιτατζῆδες εἰς τὰ σύνορα.	[30, 1461, 254, 1578]
section-heading: Η ΑΥΣΤΡΙΑΚΗ ΕΙΡΗΝΗ	[63, 274, 221, 289]
article-body: ΠΑΝΟΡΜΟΣ, 3 Ἰουλίου. (Ἰδ. τηλ. τοῦ «Ἐμπρός»). — Ἐξακολουθεῖ μετὰ πάσης ἐντάσεως ἡ ἐπὶ τῆς Βουλγαρίας παρασκευὴ πρὸς ἐπίθεσιν κατὰ τῆς Θράκης. Αἱ ἐνισχύσεις πρὸς τὸν Ταγιὰρ συνεχίζονται, ἐνῷ πληροφορίαι βεβαιοῦν ὅτι συγκεντροῦνται στρατεύματα καὶ κομιτατζῆδες εἰς τὰ σύνορα.	[30, 687, 254, 804]
byline: ΤΗΛΕΓΡΑΦΗΜΑ ΤΟΥ ΑΠΕΣΤΑΛΜΕΝΟΥ ΣΥΝΤΑΚΤΟΥ ΜΑΣ ΣΤΑΛΕΝ ΑΕΡΟΠΟΡΙΚΩΣ ΕΞ ΣΜΥΡΝΗΣ	[395, 267, 909, 278]
article-body: ΠΑΝΟΡΜΟΣ, 3 Ἰουλίου. (Ἰδ. τηλ. τοῦ «Ἐμπρός»). — Ἐξακολουθεῖ μετὰ πάσης ἐντάσεως ἡ ἐπὶ τῆς Βουλγαρίας παρασκευὴ πρὸς ἐπίθεσιν κατὰ τῆς Θράκης. Αἱ ἐνισχύσεις πρὸς τὸν Ταγιὰρ συνεχίζονται, ἐνῷ πληροφορίαι βεβαιοῦν ὅτι συγκεντροῦνται στρατεύματα καὶ κομιτατζῆδες εἰς τὰ σύνορα.	[1312, 235, 1566, 339]
article-body: ΠΑΝΟΡΜΟΣ, 3 Ἰουλίου. (Ἰδ. τηλ. τοῦ «Ἐμπρός»). — Ἐξακολουθεῖ μετὰ πάσης ἐντάσεως ἡ ἐπὶ τῆς Βουλγαρίας παρασκευὴ πρὸς ἐπίθεσιν κατὰ τῆς Θράκης. Αἱ ἐνισχύσεις πρὸς τὸν Ταγιὰρ συνεχίζονται, ἐνῷ πληροφορίαι βεβαιοῦν ὅτι συγκεντροῦνται στρατεύματα καὶ κομιτατζῆδες εἰς τὰ σύνορα.	[271, 1505, 517, 1609]
byline: ΙΔΙΑΙΤΕΡΟΝ ΤΗΛΕΓΡΑΦΗΜΑ ΤΟΥ «ΕΜΠΡΟΣ»	[1185, 220, 1429, 231]
divider	[271, 508, 1032, 509]
article-body: ΠΑΝΟΡΜΟΣ, 3 Ἰουλίου. (Ἰδ. τηλ. τοῦ «Ἐμπρός»). — Ἐξακολουθεῖ μετὰ πάσης ἐντάσεως ἡ ἐπὶ τῆς Βουλγαρίας παρασκευὴ πρὸς ἐπίθεσιν κατὰ τῆς Θράκης. Αἱ ἐνισχύσεις πρὸς τὸν Ταγιὰρ συνεχίζονται, ἐνῷ πληροφορίαι βεβαιοῦν ὅτι συγκεντροῦνται στρατεύματα καὶ κομιτατζῆδες εἰς τὰ σύνορα.	[30, 1198, 254, 1315]
theatres-heading: ΘΕΑΤΡΑ	[30, 118, 159, 148]
headline: ΣΟΒΑΡΟΝ ΕΠΕΙΣΟΔΙΟΝ ΕΝ ΣΟΦΙΑ	[337, 515, 967, 555]
article-body: ΠΑΝΟΡΜΟΣ, 3 Ἰουλίου. (Ἰδ. τηλ. τοῦ «Ἐμπρός»). — Ἐξακολουθεῖ μετὰ πάσης ἐντάσεως ἡ ἐπὶ τῆς Βουλγαρίας παρασκευὴ πρὸς ἐπίθεσιν κατὰ τῆς Θράκης. Αἱ ἐνισχύσεις πρὸς τὸν Ταγιὰρ συνεχίζονται, ἐνῷ πληροφορίαι βεβαιοῦν ὅτι συγκεντροῦνται στρατεύματα καὶ κομιτατζῆδες εἰς τὰ σύνορα.	[271, 1638, 517, 1741]
article-columns	[271, 913, 1032, 1132]
article-body: ΠΑΝΟΡΜΟΣ, 3 Ἰουλίου. (Ἰδ. τηλ. τοῦ «Ἐμπρός»). — Ἐξακολουθεῖ μετὰ πάσης ἐντάσεως ἡ ἐπὶ τῆς Βουλγαρίας παρασκευὴ πρὸς ἐπίθεσιν κατὰ τῆς Θράκης. Αἱ ἐνισχύσεις πρὸς τὸν Ταγιὰρ συνεχίζονται, ἐνῷ πληροφορίαι βεβαιοῦν ὅτι συγκεντροῦνται στρατεύματα καὶ κομιτατζῆδες εἰς τὰ σύνορα.	[271, 392, 520, 496]
section-heading: ΕΡΓΟΔΟΤΑΙ ΚΑΙ ΕΡΓΑΤΑΙ	[47, 1178, 237, 1194]
article-body: ΠΑΝΟΡΜΟΣ, 3 Ἰουλίου. (Ἰδ. τηλ. τοῦ «Ἐμπρός»). — Ἐξακολουθεῖ μετὰ πάσης ἐντάσεως ἡ ἐπὶ τῆς Βουλγαρίας παρασκευὴ πρὸς ἐπίθεσιν κατὰ τῆς Θράκης. Αἱ ἐνισχύσεις πρὸς τὸν Ταγιὰρ συνεχίζονται, ἐνῷ πληροφορίαι βεβαιοῦν ὅτι συγκεντροῦνται στρατεύματα καὶ κομιτατζῆδες εἰς τὰ σύνορα.	[784, 913, 1032, 1016]
article-body: ΠΑΝΟΡΜΟΣ, 3 Ἰουλίου. (Ἰδ. τηλ. τοῦ «Ἐμπρός»). — Ἐξακολουθεῖ μετὰ πάσης ἐντάσεως ἡ ἐπὶ τῆς Βουλγαρίας παρασκευὴ πρὸς ἐπίθεσιν κατὰ τῆς Θράκης. Αἱ ἐνισχύσεις πρὸς τὸν Ταγιὰρ συνεχίζονται, ἐνῷ πληροφορίαι βεβαιοῦν ὅτι συγκεντροῦνται στρατεύματα καὶ κομιτατζῆδες εἰς τὰ σύνορα.	[271, 282, 520, 386]
article-body: ΠΑΝΟΡΜΟΣ, 3 Ἰουλίου. (Ἰδ. τηλ. τοῦ «Ἐμπρός»). — Ἐξακολουθεῖ μετὰ πάσης ἐντάσεως ἡ ἐπὶ τῆς Βουλγαρίας παρασκευὴ πρὸς ἐπίθεσιν κατὰ τῆς Θράκης. Αἱ ἐνισχύσεις πρὸς τὸν Ταγιὰρ συνεχίζονται, ἐνῷ πληροφορίαι βεβαιοῦν ὅτι συγκεντροῦνται στρατεύματα καὶ κομιτατζῆδες εἰς τὰ σύνορα.	[784, 711, 1032, 815]
article-body: ΠΑΝΟΡΜΟΣ, 3 Ἰουλίου. (Ἰδ. τηλ. τοῦ «Ἐμπρός»). — Ἐξακολουθεῖ μετὰ πάσης ἐντάσεως ἡ ἐπὶ τῆς Βουλγαρίας παρασκευὴ πρὸς ἐπίθεσιν κατὰ τῆς Θράκης. Αἱ ἐνισχύσεις πρὸς τὸν Ταγιὰρ συνεχίζονται, ἐνῷ πληροφορίαι βεβαιοῦν ὅτι συγκεντροῦνται στρατεύματα καὶ κομιτατζῆδες εἰς τὰ σύνορα.	[1312, 1178, 1566, 1282]
article-body: ΠΑΝΟΡΜΟΣ, 3 Ἰουλίου. (Ἰδ. τηλ. τοῦ «Ἐμπρός»). — Ἐξακολουθεῖ μετὰ πάσης ἐντάσεως ἡ ἐπὶ τῆς Βουλγαρίας παρασκευὴ πρὸς ἐπίθεσιν κατὰ τῆς Θράκης. Αἱ ἐνισχύσεις πρὸς τὸν Ταγιὰρ συνεχίζονται, ἐνῷ πληροφορίαι βεβαιοῦν ὅτι συγκεντροῦνται στρατεύματα καὶ κομιτατζῆδες εἰς τὰ σύνορα.	[782, 1810, 1032, 1914]
ad-title: ΣΠΥΡΟΣ ΚΡΑΣΣΑΣ	[52, 1870, 232, 1891]
headline: Η ΠΟΛΩΝΙΑ ΕΝ ΚΙΝΔΥΝΩ	[1113, 1294, 1501, 1327]
byline: ΤΗΛΕΓΡΑΦΗΜΑ ΤΟΥ ΑΠΕΣΤΑΛΜΕΝΟΥ ΣΥΝΤΑΚΤΟΥ ΜΑΣ ΣΤΑΛΕΝ ΑΕΡΟΠΟΡΙΚΩΣ ΕΞ ΣΜΥΡΝΗΣ	[395, 898, 909, 909]
headline: ΟΙ ΚΟΜΙΤΑΤΖΗΔΕΣ ΕΙΣ ΤΟ ΣΟΥΦΛΙΟΝ	[792, 1151, 1022, 1189]
center-column	[271, 112, 1032, 2276]
article-body: ΠΑΝΟΡΜΟΣ, 3 Ἰουλίου. (Ἰδ. τηλ. τοῦ «Ἐμπρός»). — Ἐξακολουθεῖ μετὰ πάσης ἐντάσεως ἡ ἐπὶ τῆς Βουλγαρίας παρασκευὴ πρὸς ἐπίθεσιν κατὰ τῆς Θράκης. Αἱ ἐνισχύσεις πρὸς τὸν Ταγιὰρ συνεχίζονται, ἐνῷ πληροφορίαι βεβαιοῦν ὅτι συγκεντροῦνται στρατεύματα καὶ κομιτατζῆδες εἰς τὰ σύνορα.	[528, 913, 776, 1016]
headline: ΒΟΥΛΓΑΡΟΙ ΣΤΡΑΤΙΩΤΑΙ ΕΙΣ ΤΑ ΧΑΡΑΚΩΜΑΤΑ	[1128, 1473, 1486, 1489]
article-body: ΠΑΝΟΡΜΟΣ, 3 Ἰουλίου. (Ἰδ. τηλ. τοῦ «Ἐμπρός»). — Ἐξακολουθεῖ μετὰ πάσης ἐντάσεως ἡ ἐπὶ τῆς Βουλγαρίας παρασκευὴ πρὸς ἐπίθεσιν κατὰ τῆς Θράκης. Αἱ ἐνισχύσεις πρὸς τὸν Ταγιὰρ συνεχίζονται, ἐνῷ πληροφορίαι βεβαιοῦν ὅτι συγκεντροῦνται στρατεύματα καὶ κομιτατζῆδες εἰς τὰ σύνορα.	[1048, 235, 1303, 339]
article-body: ΠΑΝΟΡΜΟΣ, 3 Ἰουλίου. (Ἰδ. τηλ. τοῦ «Ἐμπρός»). — Ἐξακολουθεῖ μετὰ πάσης ἐντάσεως ἡ ἐπὶ τῆς Βουλγαρίας παρασκευὴ πρὸς ἐπίθεσιν κατὰ τῆς Θράκης. Αἱ ἐνισχύσεις πρὸς τὸν Ταγιὰρ συνεχίζονται, ἐνῷ πληροφορίαι βεβαιοῦν ὅτι συγκεντροῦνται στρατεύματα καὶ κομιτατζῆδες εἰς τὰ σύνορα.	[1312, 622, 1566, 726]
article-body: ΠΑΝΟΡΜΟΣ, 3 Ἰουλίου. (Ἰδ. τηλ. τοῦ «Ἐμπρός»). — Ἐξακολουθεῖ μετὰ πάσης ἐντάσεως ἡ ἐπὶ τῆς Βουλγαρίας παρασκευὴ πρὸς ἐπίθεσιν κατὰ τῆς Θράκης. Αἱ ἐνισχύσεις πρὸς τὸν Ταγιὰρ συνεχίζονται, ἐνῷ πληροφορίαι βεβαιοῦν ὅτι συγκεντροῦνται στρατεύματα καὶ κομιτατζῆδες εἰς τὰ σύνορα.	[527, 1747, 772, 1851]
article-body: ΠΑΝΟΡΜΟΣ, 3 Ἰουλίου. (Ἰδ. τηλ. τοῦ «Ἐμπρός»). — Ἐξακολουθεῖ μετὰ πάσης ἐντάσεως ἡ ἐπὶ τῆς Βουλγαρίας παρασκευὴ πρὸς ἐπίθεσιν κατὰ τῆς Θράκης. Αἱ ἐνισχύσεις πρὸς τὸν Ταγιὰρ συνεχίζονται, ἐνῷ πληροφορίαι βεβαιοῦν ὅτι συγκεντροῦνται στρατεύματα καὶ κομιτατζῆδες εἰς τὰ σύνορα.	[782, 1556, 1032, 1660]
article-body: ΠΑΝΟΡΜΟΣ, 3 Ἰουλίου. (Ἰδ. τηλ. τοῦ «Ἐμπρός»). — Ἐξακολουθεῖ μετὰ πάσης ἐντάσεως ἡ ἐπὶ τῆς Βουλγαρίας παρασκευὴ πρὸς ἐπίθεσιν κατὰ τῆς Θράκης. Αἱ ἐνισχύσεις πρὸς τὸν Ταγιὰρ συνεχίζονται, ἐνῷ πληροφορίαι βεβαιοῦν ὅτι συγκεντροῦνται στρατεύματα καὶ κομιτατζῆδες εἰς τὰ σύνορα.	[30, 1321, 254, 1437]
byline: ΤΗΛΕΓΡΑΦΗΜΑ ΤΟΥ ΑΠΕΣΤΑΛΜΕΝΟΥ ΣΥΝΤΑΚΤΟΥ ΜΑΣ ΣΤΑΛΕΝ ΑΕΡΟΠΟΡΙΚΩΣ ΕΞ ΣΜΥΡΝΗΣ	[395, 586, 909, 597]
article-body: ΠΑΝΟΡΜΟΣ, 3 Ἰουλίου. (Ἰδ. τηλ. τοῦ «Ἐμπρός»). — Ἐξακολουθεῖ μετὰ πάσης ἐντάσεως ἡ ἐπὶ τῆς Βουλγαρίας παρασκευὴ πρὸς ἐπίθεσιν κατὰ τῆς Θράκης. Αἱ ἐνισχύσεις πρὸς τὸν Ταγιὰρ συνεχίζονται, ἐνῷ πληροφορίαι βεβαιοῦν ὅτι συγκεντροῦνται στρατεύματα καὶ κομιτατζῆδες εἰς τὰ σύνορα.	[527, 1505, 772, 1609]
